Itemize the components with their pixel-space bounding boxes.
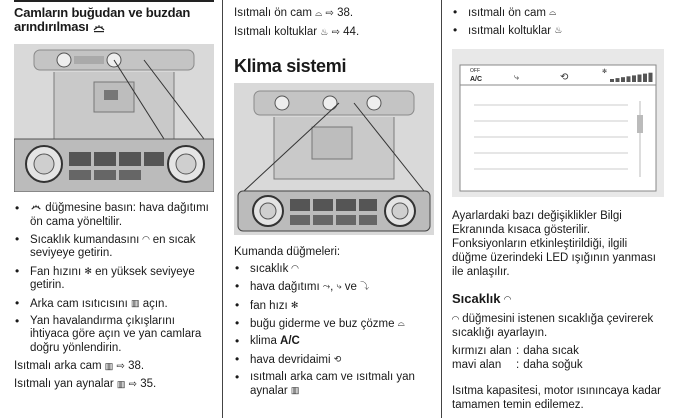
fan-level-bar — [643, 73, 647, 81]
list-item: • klima A/C — [234, 335, 434, 349]
fan-level-bar — [627, 76, 631, 82]
control-list-continued — [452, 6, 664, 39]
climate-console-illustration — [14, 44, 214, 192]
defrost-steps — [14, 202, 214, 355]
temperature-knob-icon: ◜◝ — [504, 293, 512, 304]
list-item: • Arka cam ısıtıcısını ▥ açın. — [14, 297, 214, 311]
column-divider-1 — [222, 0, 223, 418]
defrost-front-icon — [92, 23, 106, 33]
footer-note: Isıtma kapasitesi, motor ısınıncaya kadar tamamen temin edilemez. — [452, 384, 662, 411]
column-2 — [234, 0, 434, 418]
fan-level-bar — [638, 74, 642, 82]
info-display-illustration — [452, 49, 664, 197]
fan-level-bar — [632, 75, 636, 82]
temperature-knob-icon: ◜◝ — [291, 263, 299, 274]
airflow-windscreen-icon: ⤳ — [322, 281, 331, 292]
fan-icon: ✻ — [290, 299, 299, 310]
temperature-heading: Sıcaklık ◜◝ — [452, 290, 512, 306]
fan-level-bar — [616, 78, 620, 82]
page-arrow-icon: ⇨ — [128, 379, 138, 391]
page-title: Klima sistemi — [234, 56, 347, 77]
defrost-front-icon: ⌓ — [397, 317, 405, 328]
fan-level-bar — [610, 79, 614, 82]
airflow-feet-icon: ⤵ — [360, 281, 370, 292]
list-item: • ısıtmalı ön cam ⌓ — [452, 6, 664, 20]
panel-drawing — [234, 83, 434, 235]
list-item: • fan hızı ✻ — [234, 299, 434, 313]
climate-panel-illustration — [234, 83, 434, 235]
list-item: • ısıtmalı koltuklar ♨ — [452, 24, 664, 38]
fan-icon: ✻ — [602, 68, 608, 75]
column-divider-2 — [441, 0, 442, 418]
zone-row: mavi alan : daha soğuk — [452, 358, 583, 371]
list-item: • hava dağıtımı ⤳, ⤷ ve ⤵ — [234, 280, 434, 294]
defrost-front-icon — [30, 203, 42, 212]
off-label: OFF — [470, 67, 480, 74]
display-drawing — [452, 49, 664, 197]
list-item: • hava devridaimi ⟲ — [234, 353, 434, 367]
page-arrow-icon: ⇨ — [325, 8, 334, 20]
temperature-knob-icon: ◜◝ — [142, 234, 150, 244]
temperature-zones — [452, 344, 664, 372]
fan-level-bar — [621, 77, 625, 82]
rear-defrost-icon: ▥ — [130, 297, 140, 308]
rear-defrost-icon: ▥ — [116, 379, 126, 390]
list-item: • düğmesine basın: hava dağıtımı ön cama yöneltilir. — [14, 202, 214, 229]
list-item: • ısıtmalı arka cam ve ısıtmalı yan aynalar ▥ — [234, 371, 434, 399]
list-item: • sıcaklık ◜◝ — [234, 262, 434, 276]
column-1 — [14, 0, 214, 418]
zone-row: kırmızı alan : daha sıcak — [452, 344, 579, 357]
info-paragraph: Ayarlardaki bazı değişiklikler Bilgi Ekranında kısaca gösterilir. Fonksiyonların etkinleştirildiği, ilgili düğme üzerindeki LED ışığının yanması ile anlaşılır. — [452, 209, 656, 278]
list-item: • Yan havalandırma çıkışlarını ihtiyaca göre açın ve yan camlara doğru yönlendirin. — [14, 315, 214, 356]
cross-reference[interactable]: Isıtmalı ön cam ⌓ ⇨ 38. — [234, 7, 354, 20]
heated-windscreen-icon: ⌓ — [315, 8, 323, 18]
heated-seat-icon: ♨ — [320, 27, 329, 38]
temperature-instruction: ◜◝ düğmesini istenen sıcaklığa çevirerek sıcaklığı ayarlayın. — [452, 312, 654, 339]
airflow-face-icon: ⤷ — [336, 281, 342, 292]
section-heading: Camların buğudan ve buzdan arındırılması — [14, 5, 191, 34]
list-item: • Sıcaklık kumandasını ◜◝ en sıcak seviyeye getirin. — [14, 233, 214, 261]
page-arrow-icon: ⇨ — [331, 27, 340, 39]
recirculation-icon: ⟲ — [560, 71, 569, 83]
heated-seat-icon: ♨ — [554, 25, 563, 36]
controls-intro: Kumanda düğmeleri: — [234, 246, 341, 259]
heated-windscreen-icon: ⌓ — [549, 7, 557, 17]
fan-level-bar — [649, 72, 653, 81]
rear-defrost-icon: ▥ — [290, 385, 300, 396]
cross-reference[interactable]: Isıtmalı arka cam ▥ ⇨ 38. — [14, 360, 145, 373]
ac-label: A/C — [280, 335, 300, 348]
rear-defrost-icon: ▥ — [104, 361, 114, 372]
temperature-knob-icon: ◜◝ — [452, 313, 459, 324]
page-arrow-icon: ⇨ — [116, 361, 125, 373]
console-drawing — [14, 44, 214, 192]
recirculation-icon: ⟲ — [333, 353, 342, 364]
column-3 — [452, 0, 664, 418]
control-list — [234, 262, 434, 399]
ac-screen-label: A/C — [470, 75, 483, 83]
fan-icon: ✻ — [84, 265, 92, 276]
cross-reference[interactable]: Isıtmalı yan aynalar ▥ ⇨ 35. — [14, 378, 157, 391]
list-item: • Fan hızını ✻ en yüksek seviyeye getirin. — [14, 265, 214, 293]
airflow-icon: ⤷ — [514, 71, 520, 82]
list-item: • buğu giderme ve buz çözme ⌓ — [234, 317, 434, 331]
cross-reference[interactable]: Isıtmalı koltuklar ♨ ⇨ 44. — [234, 26, 360, 39]
